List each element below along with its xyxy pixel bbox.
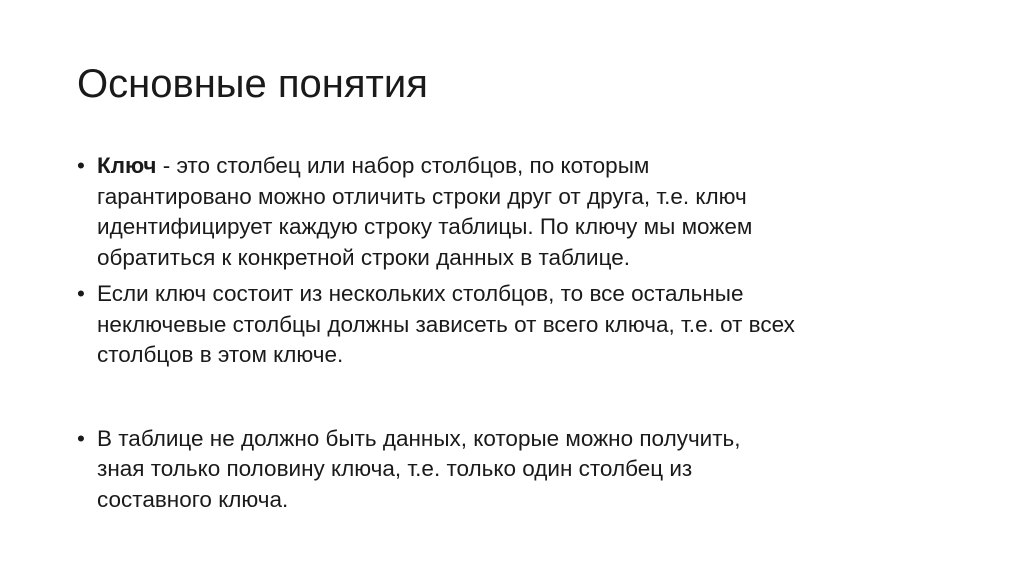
- bullet-line: В таблице не должно быть данных, которые можно получить,: [97, 425, 741, 451]
- bullet-line: [97, 151, 977, 182]
- bullet-line: неключевые столбцы должны зависеть от всего ключа, т.е. от всех: [97, 311, 795, 337]
- bullet-marker: •: [77, 281, 85, 306]
- bullet-marker: •: [77, 425, 85, 451]
- bullet-line: зная только половину ключа, т.е. только один столбец из: [97, 456, 693, 481]
- bullet-item-partial-key: [77, 424, 977, 516]
- bullet-line: составного ключа.: [97, 486, 289, 512]
- bullet-line: Если ключ состоит из нескольких столбцов, то все остальные: [97, 281, 744, 306]
- bullet-list: [77, 151, 977, 515]
- term-key: Ключ: [97, 153, 157, 178]
- bullet-line: идентифицирует каждую строку таблицы. По ключу мы можем: [97, 214, 753, 239]
- bullet-marker: •: [77, 153, 85, 178]
- bullet-line: столбцов в этом ключе.: [97, 342, 344, 367]
- slide-title: Основные понятия: [77, 62, 428, 106]
- bullet-item-composite-key: [77, 279, 977, 371]
- bullet-line: гарантировано можно отличить строки друг от друга, т.е. ключ: [97, 183, 747, 209]
- bullet-text: - это столбец или набор столбцов, по которым: [156, 153, 650, 178]
- bullet-line: обратиться к конкретной строки данных в таблице.: [97, 244, 630, 270]
- bullet-item-key-definition: [77, 151, 977, 273]
